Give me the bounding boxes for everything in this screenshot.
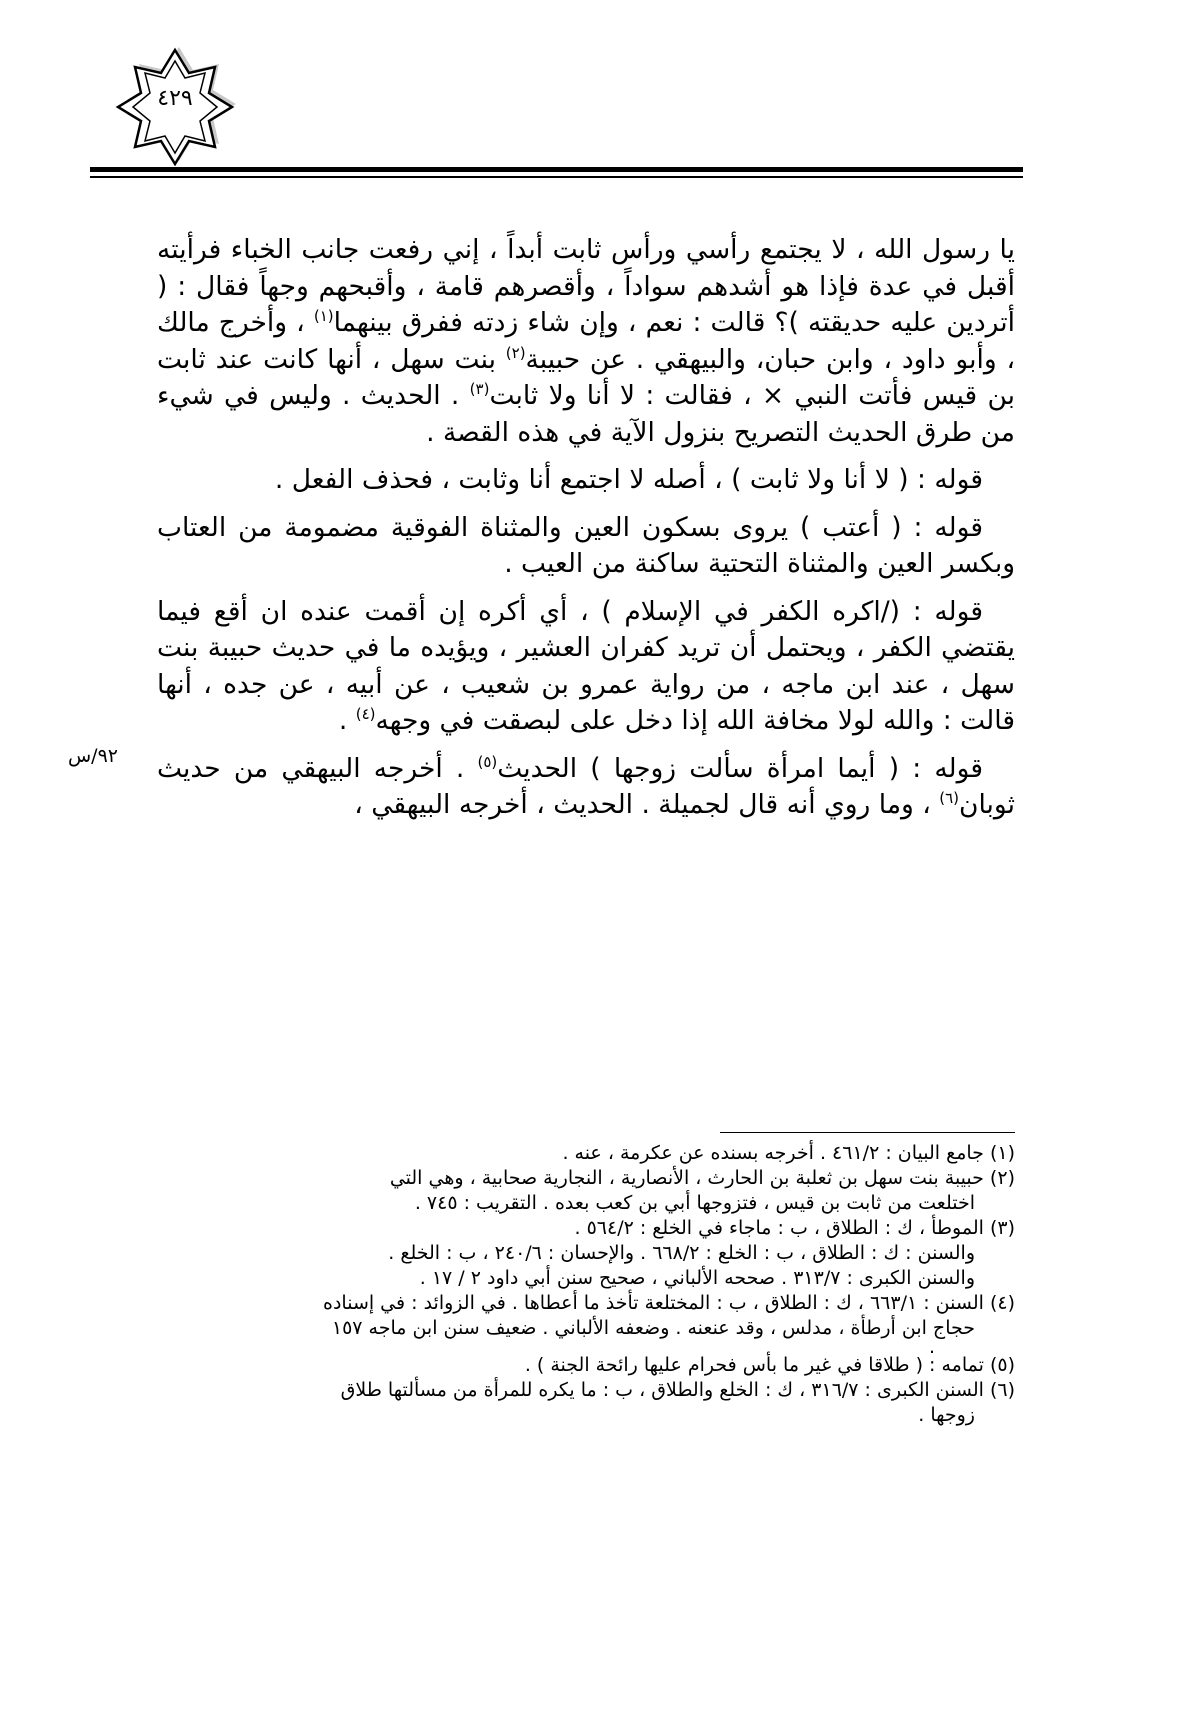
footnote-1: (١) جامع البيان : ٤٦١/٢ . أخرجه بسنده عن عكرمة ، عنه .: [562, 1142, 1015, 1164]
footnote-2: (٢) حبيبة بنت سهل بن ثعلبة بن الحارث ، الأنصارية ، النجارية صحابية ، وهي التي: [389, 1167, 1015, 1189]
page-number: ٤٢٩: [157, 86, 193, 111]
paragraph-3: قوله : ( أعتب ) يروى بسكون العين والمثناة الفوقية مضمومة من العتاب وبكسر العين والمثناة التحتية ساكنة من العيب .: [157, 511, 1015, 579]
paragraph-4: قوله : (/اكره الكفر في الإسلام ) ، أي أكره إن أقمت عنده ان أقع فيما يقتضي الكفر ، ويحتمل أن تريد كفران العشير ، ويؤيده ما في حديث حبيبة بنت سهل ، عند ابن ماجه ، من رواية عمرو بن شعيب ، عن أبيه ، عن جده ، أنها قالت : والله لولا مخافة الله إذا دخل على لبصقت في وجهه$^{(٤)}$ .: [157, 595, 1015, 736]
footnote-ref: (١): [313, 307, 334, 326]
footnote-4-cont: حجاج ابن أرطأة ، مدلس ، وقد عنعنه . وضعفه الألباني . ضعيف سنن ابن ماجه ١٥٧: [331, 1317, 975, 1339]
footnote-5: (٥) تمامه : ( طلاقا في غير ما بأس فحرام عليها رائحة الجنة ) .: [524, 1354, 1015, 1376]
footnote-ref: (٣): [469, 380, 490, 399]
page-number-badge: [110, 42, 240, 172]
footnote-2-cont: اختلعت من ثابت بن قيس ، فتزوجها أبي بن كعب بعده . التقريب : ٧٤٥ .: [414, 1192, 975, 1214]
footnote-4: (٤) السنن : ٦٦٣/١ ، ك : الطلاق ، ب : المختلعة تأخذ ما أعطاها . في الزوائد : في إسناده: [323, 1292, 1015, 1314]
paragraph-2: قوله : ( لا أنا ولا ثابت ) ، أصله لا اجتمع أنا وثابت ، فحذف الفعل .: [274, 464, 983, 495]
footnotes: [157, 1141, 1015, 1428]
footnote-ref: (٢): [505, 343, 526, 362]
footnote-6: (٦) السنن الكبرى : ٣١٦/٧ ، ك : الخلع والطلاق ، ب : ما يكره للمرأة من مسألتها طلاق: [340, 1379, 1015, 1401]
footnote-6-cont: زوجها .: [918, 1404, 975, 1426]
manuscript-folio-note: ٩٢/س: [67, 745, 119, 767]
footnote-3-cont: والسنن الكبرى : ٣١٣/٧ . صححه الألباني ، صحيح سنن أبي داود ٢ / ١٧ .: [419, 1267, 975, 1289]
footnote-3: (٣) الموطأ ، ك : الطلاق ، ب : ماجاء في الخلع : ٥٦٤/٢ .: [574, 1217, 1015, 1239]
paragraph-1: يا رسول الله ، لا يجتمع رأسي ورأس ثابت أبداً ، إني رفعت جانب الخباء فرأيته أقبل في عدة فإذا هو أشدهم سواداً ، وأقصرهم قامة ، وأقبحهم وجهاً فقال : ( أتردين عليه حديقته )؟ قالت : نعم ، وإن شاء زدته ففرق بينهما$^{(١)}$ ، وأخرج مالك ، وأبو داود ، وابن حبان، والبيهقي . عن حبيبة$^{(٢)}$ بنت سهل ، أنها كانت عند ثابت بن قيس فأتت النبي × ، فقالت : لا أنا ولا ثابت$^{(٣)}$ . الحديث . وليس في شيء من طرق الحديث التصريح بنزول الآية في هذه القصة .: [157, 234, 1015, 448]
footnote-ref: (٥): [477, 752, 498, 771]
paragraph-5: قوله : ( أيما امرأة سألت زوجها ) الحديث$^{(٥)}$ . أخرجه البيهقي من حديث ثوبان$^{(٦)}$ ، وما روي أنه قال لجميلة . الحديث ، أخرجه البيهقي ،: [157, 752, 1015, 820]
header-rule-thin: [90, 176, 1023, 178]
footnote-3-cont: والسنن : ك : الطلاق ، ب : الخلع : ٦٦٨/٢ . والإحسان : ٢٤٠/٦ ، ب : الخلع .: [388, 1242, 975, 1264]
footnote-ref: (٦): [939, 789, 960, 808]
footnote-4-dot: .: [928, 1336, 935, 1358]
header-rule-thick: [90, 167, 1023, 172]
footnote-separator: [720, 1132, 1015, 1133]
footnote-ref: (٤): [355, 705, 376, 724]
main-text: [157, 232, 1015, 835]
